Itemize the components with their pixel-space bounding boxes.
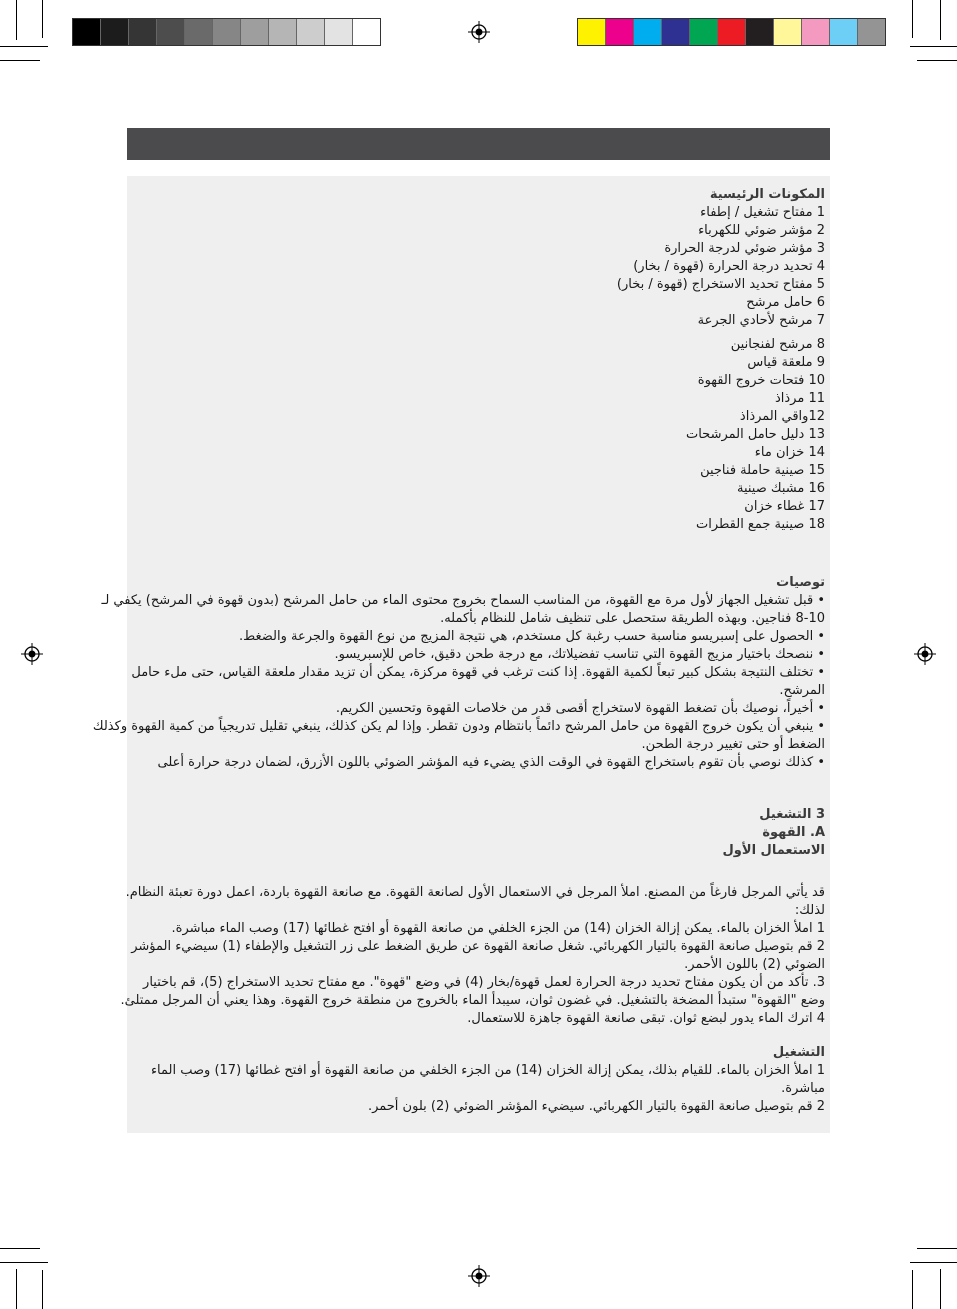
list-item: المرشح. [779, 683, 825, 698]
list-item: 3 مؤشر ضوئي لدرجة الحرارة [664, 241, 825, 256]
crop-mark [0, 1248, 40, 1249]
color-swatch [268, 19, 296, 45]
header-band [127, 128, 830, 160]
crop-mark [42, 1270, 43, 1309]
list-item: 15 صينية حاملة فناجين [700, 463, 825, 478]
list-item: 1 املأ الخزان بالماء. يمكن إزالة الخزان (14) من الجزء الخلفي من صانعة القهوة أو افتح غطائها (17) وصب الماء مباشرة. [171, 921, 825, 936]
coffee-subheading: A. القهوة [762, 825, 825, 840]
registration-target-icon [914, 643, 936, 665]
list-item: الضوئي (2) باللون الأحمر. [684, 957, 825, 972]
document-content [92, 186, 825, 1116]
list-item: 4 تحديد درجة الحرارة (قهوة / بخار) [633, 259, 825, 274]
color-swatch [857, 19, 885, 45]
registration-target-icon [21, 643, 43, 665]
color-swatch [100, 19, 128, 45]
crop-mark [940, 0, 941, 40]
list-item: 2 مؤشر ضوئي للكهرباء [698, 223, 825, 238]
list-item: • ينبغي أن يكون خروج القهوة من حامل المرشح دائماً بانتظام ودون تقطر. وإذا لم يكن كذلك، ينبغي تقليل تدريجياً من كمية القهوة وكذلك [92, 719, 825, 734]
color-swatch [661, 19, 689, 45]
color-swatch [605, 19, 633, 45]
crop-mark [910, 46, 957, 47]
components-title: المكونات الرئيسية [709, 187, 825, 202]
crop-mark [0, 1262, 48, 1263]
list-item: مباشرة. [781, 1081, 825, 1096]
list-item: 17 غطاء خزان [744, 499, 825, 514]
list-item: 8 مرشح لفنجانين [730, 337, 825, 352]
crop-mark [910, 1262, 957, 1263]
list-item: 3. تأكد من أن يكون مفتاح تحديد درجة الحرارة لعمل قهوة/بخار (4) في وضع "قهوة". مع مفتاح تحديد الاستخراج (5)، قم باختيار [143, 975, 825, 990]
color-swatch [801, 19, 829, 45]
crop-mark [917, 60, 957, 61]
grayscale-color-bar [72, 18, 381, 46]
components-list [132, 204, 825, 330]
crop-mark [940, 1269, 941, 1309]
color-swatch [156, 19, 184, 45]
list-item: 10 فتحات خروج القهوة [697, 373, 825, 388]
crop-mark [912, 0, 913, 38]
registration-target-icon [468, 21, 490, 43]
color-swatch [633, 19, 661, 45]
list-item: • قبل تشغيل الجهاز لأول مرة مع القهوة، من المناسب السماح بخروج محتوى الماء من حامل المرشح (بدون قهوة في المرشح) يكفي لـ [101, 593, 825, 608]
list-item: 2 قم بتوصيل صانعة القهوة بالتيار الكهربائي. سيضيء المؤشر الضوئي (2) بلون أحمر. [367, 1099, 825, 1114]
color-swatch [73, 19, 100, 45]
color-swatch [578, 19, 605, 45]
registration-target-icon [468, 1265, 490, 1287]
crop-mark [0, 46, 48, 47]
color-swatch [324, 19, 352, 45]
list-item: 11 مرذاذ [774, 391, 825, 406]
list-item: 5 مفتاح تحديد الاستخراج (قهوة / بخار) [616, 277, 825, 292]
list-item: 1 مفتاح تشغيل / إطفاء [700, 205, 825, 220]
crop-mark [16, 0, 17, 40]
crop-mark [0, 60, 40, 61]
recommendations-title: توصيات [776, 575, 825, 590]
list-item: 13 دليل حامل المرشحات [685, 427, 825, 442]
first-use-intro: قد يأتي المرجل فارغاً من المصنع. املأ المرجل في الاستعمال الأول لصانعة القهوة. مع صانعة القهوة باردة، اعمل دورة تعبئة النظام. [125, 885, 825, 900]
crop-mark [917, 1248, 957, 1249]
list-item: وضع "القهوة" ستبدأ المضخة بالتشغيل. في غضون ثوان، سيبدأ الماء بالخروج من منطقة خروج القهوة. وهذا يعني أن المرجل ممتلئ. [120, 993, 825, 1008]
list-item: 12واقي المرذاذ [739, 409, 825, 424]
operation-subtitle: التشغيل [772, 1045, 825, 1060]
first-use-intro-2: لذلك: [794, 903, 825, 918]
color-swatch [212, 19, 240, 45]
color-swatch [296, 19, 324, 45]
list-item: • كذلك نوصي بأن تقوم باستخراج القهوة في الوقت الذي يضيء فيه المؤشر الضوئي باللون الأزرق، لضمان درجة حرارة أعلى [157, 755, 825, 770]
color-swatch [717, 19, 745, 45]
list-item: • تختلف النتيجة بشكل كبير تبعاً لكمية القهوة. إذا كنت ترغب في قهوة مركزة، يمكن أن تزيد مقدار ملعقة القياس، حتى ملء حامل [131, 665, 825, 680]
list-item: 18 صينية جمع القطرات [695, 517, 825, 532]
list-item: • الحصول على إسبريسو مناسبة حسب رغبة كل مستخدم، هي نتيجة المزيج من نوع القهوة والجرعة والضغط. [238, 629, 825, 644]
list-item: 2 قم بتوصيل صانعة القهوة بالتيار الكهربائي. شغل صانعة القهوة عن طريق الضغط على زر التشغيل والإطفاء (1) سيضيء المؤشر [131, 939, 825, 954]
color-swatch [352, 19, 380, 45]
color-swatch [240, 19, 268, 45]
list-item: 16 مشبك صينية [736, 481, 825, 496]
list-item: 7 مرشح لأحادي الجرعة [697, 313, 825, 328]
crop-mark [912, 1270, 913, 1309]
list-item: 6 حامل مرشح [746, 295, 825, 310]
list-item: 4 اترك الماء يدور لبضع ثوان. تبقى صانعة القهوة جاهزة للاستعمال. [467, 1011, 825, 1026]
color-swatch [184, 19, 212, 45]
list-item: 9 ملعقة قياس [747, 355, 825, 370]
crop-mark [42, 0, 43, 38]
color-swatch [829, 19, 857, 45]
first-use-heading: الاستعمال الأول [722, 843, 825, 858]
list-item: 1 املأ الخزان بالماء. للقيام بذلك، يمكن إزالة الخزان (14) من الجزء الخلفي من صانعة القهوة أو افتح غطائها (17) وصب الماء [150, 1063, 825, 1078]
color-swatch [745, 19, 773, 45]
components-list-2 [132, 336, 825, 534]
operation-heading: 3 التشغيل [759, 807, 825, 822]
list-item: • أخيراً، نوصيك بأن تضغط القهوة لاستخراج أقصى قدر من خلاصات القهوة وتحسين الكريم. [335, 701, 825, 716]
list-item: 8-10 فناجين. وبهذه الطريقة ستحصل على تنظيف شامل للنظام بأكمله. [440, 611, 825, 626]
recommendations-list [92, 592, 825, 772]
process-color-bar [577, 18, 886, 46]
list-item: الضغط أو حتى تغيير درجة الطحن. [641, 737, 825, 752]
color-swatch [689, 19, 717, 45]
crop-mark [16, 1269, 17, 1309]
list-item: • ننصحك باختيار مزيج القهوة التي تناسب تفضيلاتك، مع درجة طحن دقيق، خاص للإسبريسو. [334, 647, 825, 662]
color-swatch [128, 19, 156, 45]
list-item: 14 خزان ماء [754, 445, 825, 460]
color-swatch [773, 19, 801, 45]
